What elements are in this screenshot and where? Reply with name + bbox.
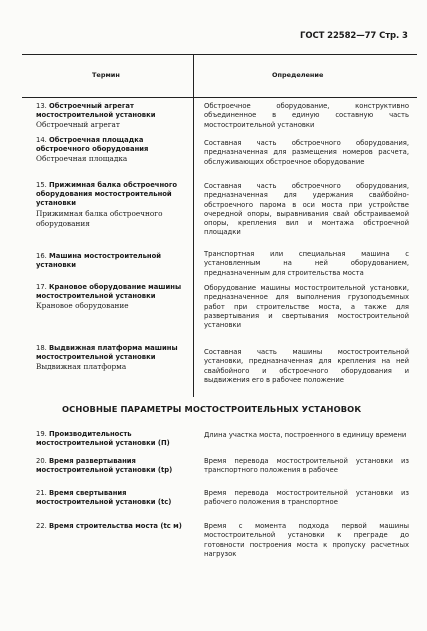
column-divider bbox=[193, 54, 194, 397]
term-short: Прижимная балка обстроечного оборудования bbox=[36, 208, 163, 228]
column-header-definition: Определение bbox=[272, 71, 324, 79]
term-number: 13. bbox=[36, 102, 47, 110]
term-number: 19. bbox=[36, 430, 47, 438]
term-name: Время свертывания мостостроительной установки (tс) bbox=[36, 489, 172, 507]
definition-row-13: Обстроечное оборудование, конструктивно объединенное в единую составную часть мостостроительной установки bbox=[204, 102, 409, 129]
term-number: 20. bbox=[36, 457, 47, 465]
term-short: Выдвижная платформа bbox=[36, 362, 127, 372]
term-number: 15. bbox=[36, 181, 47, 189]
definition-row-16: Транспортная или специальная машина с установленным на ней оборудованием, предназначенным для строительства моста bbox=[204, 250, 409, 277]
definition-row-18: Составная часть машины мостостроительной установки, предназначенная для крепления на ней свайбойного и обстроечного оборудования и выдвижения его в рабочее положение bbox=[204, 348, 409, 384]
table-head-rule bbox=[22, 97, 417, 98]
term-row-19 bbox=[36, 430, 186, 448]
term-number: 18. bbox=[36, 344, 47, 352]
term-row-20 bbox=[36, 457, 186, 475]
term-row-18 bbox=[36, 344, 186, 373]
term-short: Обстроечный агрегат bbox=[36, 120, 120, 130]
term-number: 21. bbox=[36, 489, 47, 497]
section-title: ОСНОВНЫЕ ПАРАМЕТРЫ МОСТОСТРОИТЕЛЬНЫХ УСТАНОВОК bbox=[62, 404, 362, 414]
term-row-21 bbox=[36, 489, 186, 507]
column-header-term: Термин bbox=[92, 71, 120, 79]
definition-row-17: Оборудование машины мостостроительной установки, предназначенное для выполнения грузоподъемных работ при строительстве моста, а также для развертывания и свертывания мостостроительной установки bbox=[204, 284, 409, 330]
term-row-14 bbox=[36, 136, 186, 165]
term-row-16 bbox=[36, 252, 186, 270]
term-name: Время строительства моста (tс м) bbox=[48, 522, 182, 530]
term-name: Производительность мостостроительной установки (П) bbox=[36, 430, 170, 448]
term-name: Обстроечная площадка обстроечного оборудования bbox=[36, 136, 149, 154]
term-name: Крановое оборудование машины мостостроительной установки bbox=[36, 283, 182, 301]
table-top-rule bbox=[22, 54, 417, 55]
term-row-17 bbox=[36, 283, 186, 312]
term-name: Машина мостостроительной установки bbox=[36, 252, 162, 270]
definition-row-19: Длина участка моста, построенного в единицу времени bbox=[204, 431, 407, 439]
definition-row-21: Время перевода мостостроительной установки из рабочего положения в транспортное bbox=[204, 489, 409, 507]
term-name: Выдвижная платформа машины мостостроительной установки bbox=[36, 344, 178, 362]
definition-row-14: Составная часть обстроечного оборудования, предназначенная для размещения номеров расчета, обслуживающих обстроечное оборудование bbox=[204, 139, 409, 166]
term-number: 14. bbox=[36, 136, 47, 144]
page-header: ГОСТ 22582—77 Стр. 3 bbox=[300, 31, 408, 41]
term-short: Крановое оборудование bbox=[36, 301, 129, 311]
term-name: Прижимная балка обстроечного оборудования мостостроительной установки bbox=[36, 181, 178, 208]
term-name: Обстроечный агрегат мостостроительной установки bbox=[36, 102, 156, 120]
definition-row-20: Время перевода мостостроительной установки из транспортного положения в рабочее bbox=[204, 457, 409, 475]
term-name: Время развертывания мостостроительной установки (tр) bbox=[36, 457, 173, 475]
term-row-22 bbox=[36, 522, 186, 531]
term-number: 17. bbox=[36, 283, 47, 291]
term-number: 16. bbox=[36, 252, 47, 260]
term-number: 22. bbox=[36, 522, 47, 530]
term-row-15 bbox=[36, 181, 186, 229]
term-short: Обстроечная площадка bbox=[36, 154, 128, 164]
term-row-13 bbox=[36, 102, 186, 131]
definition-row-22: Время с момента подхода первой машины мостостроительной установки к преграде до готовности построения моста к пропуску расчетных нагрузок bbox=[204, 522, 409, 558]
definition-row-15: Составная часть обстроечного оборудования, предназначенная для удержания свайбойно-обстроечного парома в оси моста при устройстве очередной опоры, выравнивания свай обстраиваемой опоры, крепления вил и монтажа обстроечной площадки bbox=[204, 182, 409, 237]
